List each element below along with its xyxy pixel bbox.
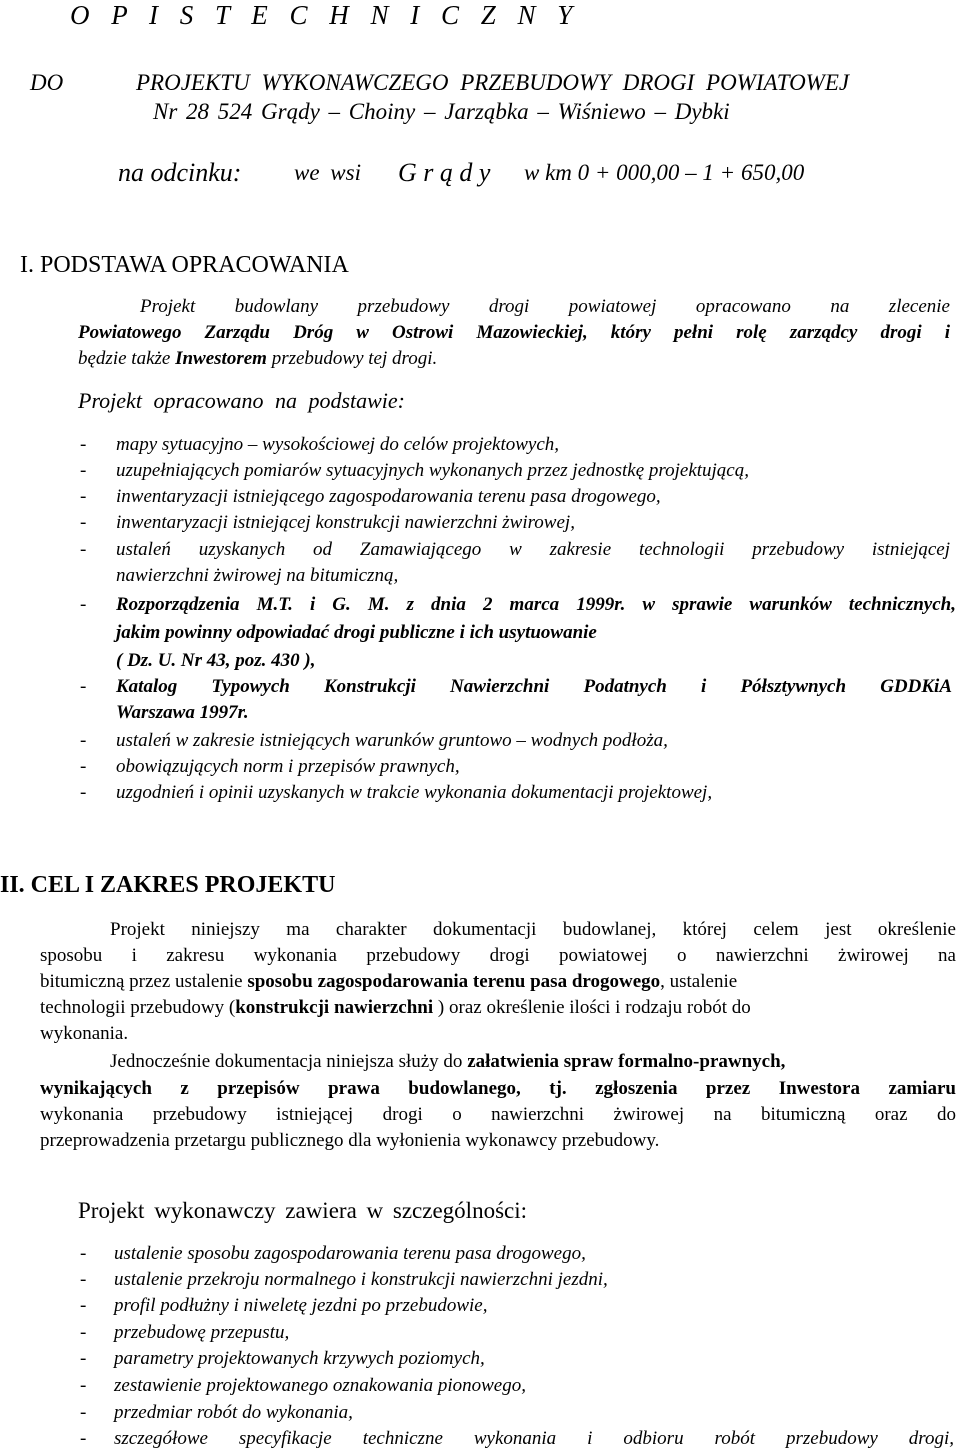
basis-item-continuation: jakim powinny odpowiadać drogi publiczne i ich usytuowanie bbox=[116, 622, 597, 643]
basis-item: obowiązujących norm i przepisów prawnych, bbox=[116, 756, 460, 777]
basis-item-continuation: ( Dz. U. Nr 43, poz. 430 ), bbox=[116, 650, 316, 671]
section-km: w km 0 + 000,00 – 1 + 650,00 bbox=[524, 160, 805, 185]
section-2-p2-line-4: przeprowadzenia przetargu publicznego dla wyłonienia wykonawcy przebudowy. bbox=[40, 1130, 660, 1151]
section-2-p2-line-1: Jednocześnie dokumentacja niniejsza służy do załatwienia spraw formalno-prawnych, bbox=[110, 1051, 786, 1072]
list-dash: - bbox=[80, 460, 87, 481]
basis-item: uzupełniających pomiarów sytuacyjnych wykonanych przez jednostkę projektującą, bbox=[116, 460, 749, 481]
project-line-2: Nr 28 524 Grądy – Choiny – Jarząbka – Wiśniewo – Dybki bbox=[153, 99, 730, 124]
basis-item: ustaleń w zakresie istniejących warunków gruntowo – wodnych podłoża, bbox=[116, 730, 668, 751]
formal-bold: załatwienia spraw formalno-prawnych, bbox=[467, 1051, 786, 1072]
section-2-p1-line-1: Projekt niniejszy ma charakter dokumentacji budowlanej, której celem jest określenie bbox=[110, 919, 956, 940]
section-2-p1-line-4: technologii przebudowy (konstrukcji nawierzchni ) oraz określenie ilości i rodzaju robót do bbox=[40, 997, 751, 1018]
section-1-para-line-1: Projekt budowlany przebudowy drogi powiatowej opracowano na zlecenie bbox=[140, 296, 950, 317]
basis-item: Katalog Typowych Konstrukcji Nawierzchni Podatnych i Półsztywnych GDDKiA bbox=[116, 676, 952, 697]
section-2-heading: II. CEL I ZAKRES PROJEKTU bbox=[0, 872, 336, 898]
scope-bold-2: konstrukcji nawierzchni bbox=[235, 997, 434, 1018]
section-1-para-line-2: Powiatowego Zarządu Dróg w Ostrowi Mazowieckiej, który pełni rolę zarządcy drogi i bbox=[78, 322, 950, 343]
list-dash: - bbox=[80, 1269, 87, 1290]
list-dash: - bbox=[80, 1375, 87, 1396]
list-dash: - bbox=[80, 1428, 87, 1449]
basis-item-continuation: nawierzchni żwirowej na bitumiczną, bbox=[116, 565, 399, 586]
project-line-1: PROJEKTU WYKONAWCZEGO PRZEBUDOWY DROGI POWIATOWEJ bbox=[136, 70, 850, 95]
contains-item: profil podłużny i niweletę jezdni po przebudowie, bbox=[114, 1295, 488, 1316]
contains-item: parametry projektowanych krzywych poziomych, bbox=[114, 1348, 485, 1369]
basis-item: inwentaryzacji istniejącej konstrukcji nawierzchni żwirowej, bbox=[116, 512, 575, 533]
list-dash: - bbox=[80, 1402, 87, 1423]
list-dash: - bbox=[80, 1243, 87, 1264]
section-2-p1-line-5: wykonania. bbox=[40, 1023, 129, 1044]
list-dash: - bbox=[80, 539, 87, 560]
list-dash: - bbox=[80, 1295, 87, 1316]
section-2-p2-line-3: wykonania przebudowy istniejącej drogi o nawierzchni żwirowej na bitumiczną oraz do bbox=[40, 1104, 956, 1125]
section-1-para-line-3: będzie także Inwestorem przebudowy tej drogi. bbox=[78, 348, 438, 369]
do-label: DO bbox=[30, 70, 64, 95]
contains-item: przedmiar robót do wykonania, bbox=[114, 1402, 353, 1423]
basis-item: mapy sytuacyjno – wysokościowej do celów projektowych, bbox=[116, 434, 560, 455]
contains-item: przebudowę przepustu, bbox=[114, 1322, 290, 1343]
section-place: G r ą d y bbox=[398, 158, 491, 187]
investor-label: Inwestorem bbox=[175, 348, 267, 369]
section-prefix: na odcinku: bbox=[118, 158, 242, 187]
contains-item: szczegółowe specyfikacje techniczne wykonania i odbioru robót przebudowy drogi, bbox=[114, 1428, 954, 1449]
basis-item: uzgodnień i opinii uzyskanych w trakcie wykonania dokumentacji projektowej, bbox=[116, 782, 713, 803]
list-dash: - bbox=[80, 486, 87, 507]
section-1-heading: I. PODSTAWA OPRACOWANIA bbox=[20, 252, 349, 278]
contains-item: ustalenie przekroju normalnego i konstrukcji nawierzchni jezdni, bbox=[114, 1269, 608, 1290]
list-dash: - bbox=[80, 676, 87, 697]
list-dash: - bbox=[80, 756, 87, 777]
contains-item: zestawienie projektowanego oznakowania pionowego, bbox=[114, 1375, 526, 1396]
scope-bold-1: sposobu zagospodarowania terenu pasa drogowego bbox=[247, 971, 661, 992]
list-dash: - bbox=[80, 434, 87, 455]
list-dash: - bbox=[80, 730, 87, 751]
list-dash: - bbox=[80, 782, 87, 803]
document-title: O P I S T E C H N I C Z N Y bbox=[70, 0, 573, 30]
basis-heading: Projekt opracowano na podstawie: bbox=[78, 388, 405, 413]
list-dash: - bbox=[80, 1348, 87, 1369]
list-dash: - bbox=[80, 594, 87, 615]
list-dash: - bbox=[80, 512, 87, 533]
section-mid: we wsi bbox=[294, 160, 361, 185]
section-2-p2-line-2: wynikających z przepisów prawa budowlanego, tj. zgłoszenia przez Inwestora zamiaru bbox=[40, 1078, 956, 1099]
section-2-p1-line-3: bitumiczną przez ustalenie sposobu zagospodarowania terenu pasa drogowego, ustalenie bbox=[40, 971, 738, 992]
basis-item-continuation: Warszawa 1997r. bbox=[116, 702, 249, 723]
contains-heading: Projekt wykonawczy zawiera w szczególności: bbox=[78, 1198, 528, 1223]
basis-item: Rozporządzenia M.T. i G. M. z dnia 2 marca 1999r. w sprawie warunków technicznych, bbox=[116, 594, 956, 615]
list-dash: - bbox=[80, 1322, 87, 1343]
section-2-p1-line-2: sposobu i zakresu wykonania przebudowy drogi powiatowej o nawierzchni żwirowej na bbox=[40, 945, 956, 966]
basis-item: ustaleń uzyskanych od Zamawiającego w zakresie technologii przebudowy istniejącej bbox=[116, 539, 950, 560]
basis-item: inwentaryzacji istniejącego zagospodarowania terenu pasa drogowego, bbox=[116, 486, 661, 507]
contains-item: ustalenie sposobu zagospodarowania terenu pasa drogowego, bbox=[114, 1243, 586, 1264]
